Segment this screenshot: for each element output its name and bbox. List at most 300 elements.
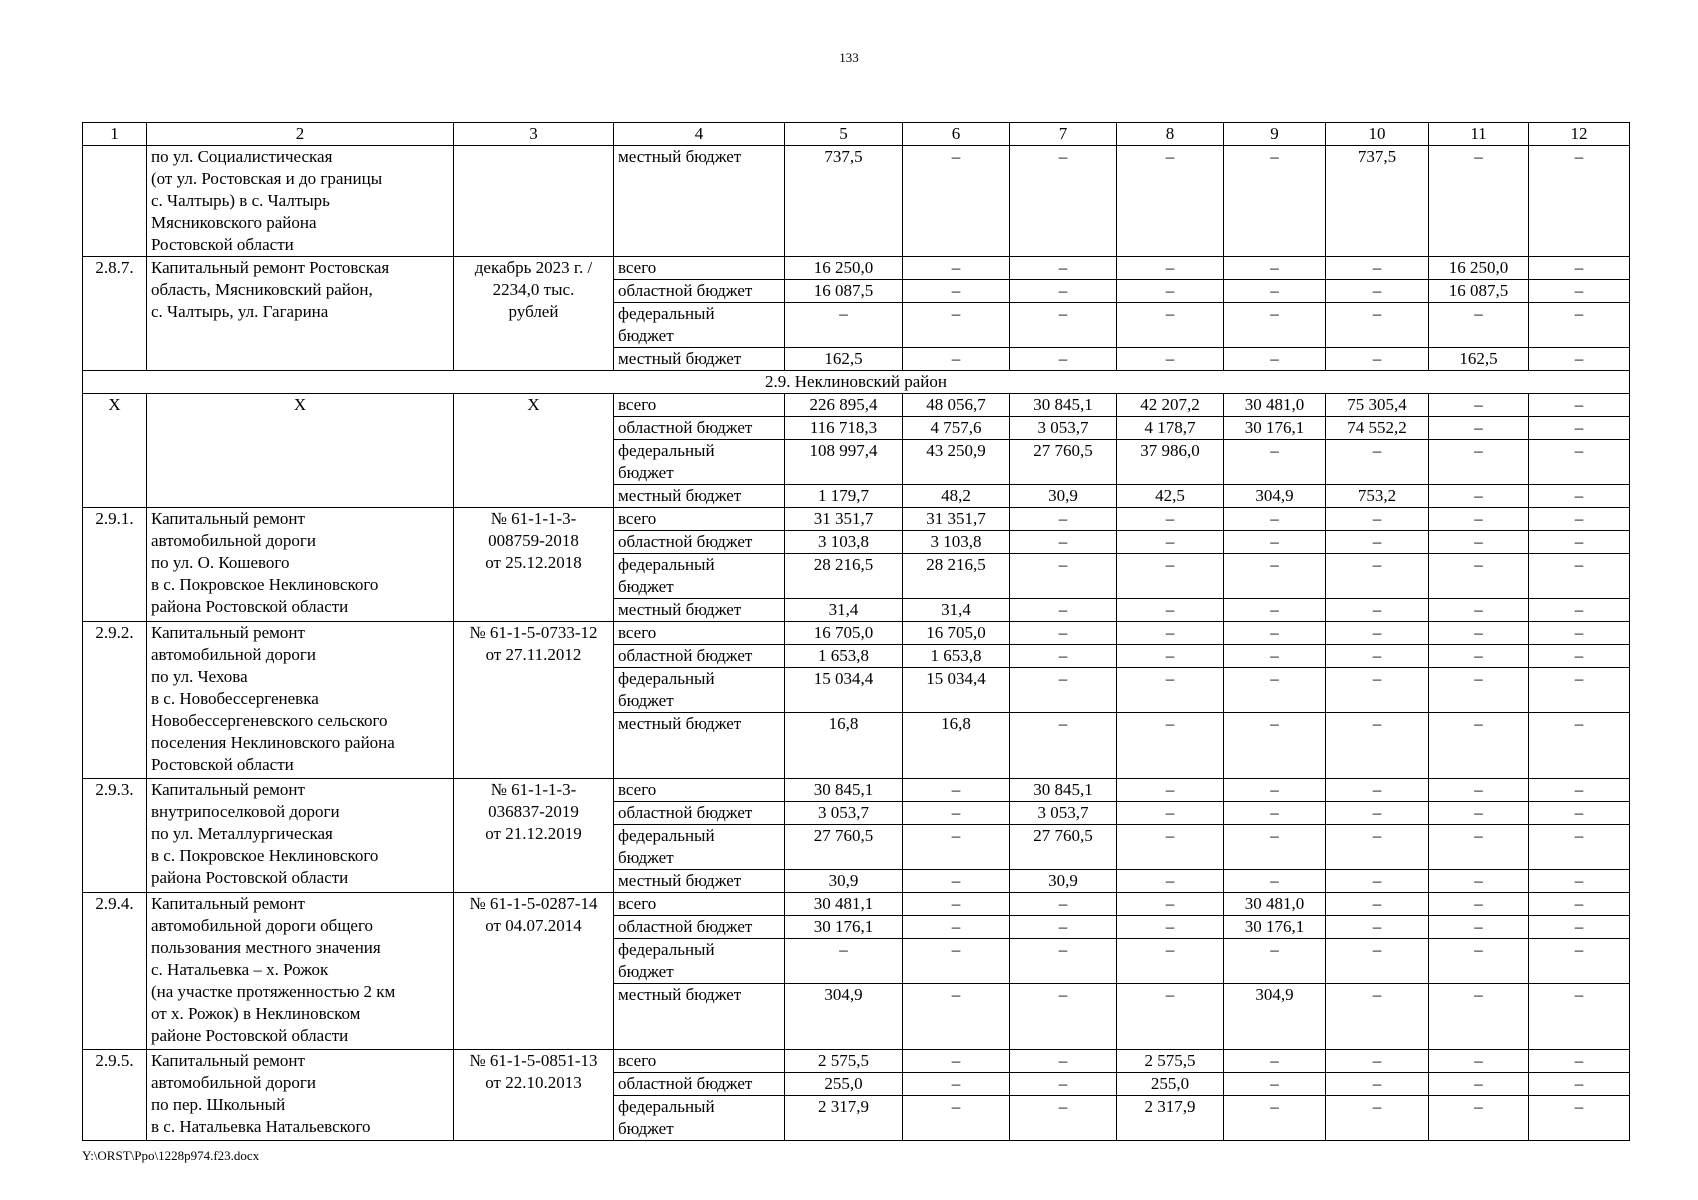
empty-dash: – — [1529, 440, 1630, 485]
empty-dash: – — [1429, 779, 1529, 802]
document-cell: № 61-1-5-0287-14 от 04.07.2014 — [454, 893, 614, 1050]
value-cell: 30,9 — [1010, 870, 1117, 893]
empty-dash: – — [1326, 1073, 1429, 1096]
empty-dash: – — [1429, 1050, 1529, 1073]
empty-dash: – — [1429, 146, 1529, 257]
funding-source: местный бюджет — [614, 713, 785, 779]
empty-dash: – — [1529, 1050, 1630, 1073]
empty-dash: – — [1529, 893, 1630, 916]
empty-dash: – — [1429, 1096, 1529, 1141]
empty-dash: – — [1429, 893, 1529, 916]
empty-dash: – — [1429, 554, 1529, 599]
empty-dash: – — [1117, 146, 1224, 257]
section-row — [83, 371, 1630, 394]
empty-dash: – — [1010, 1096, 1117, 1141]
empty-dash: – — [903, 870, 1010, 893]
value-cell: 74 552,2 — [1326, 417, 1429, 440]
funding-source: федеральный бюджет — [614, 303, 785, 348]
value-cell: 3 053,7 — [1010, 417, 1117, 440]
empty-dash: – — [1224, 668, 1326, 713]
empty-dash: – — [1429, 485, 1529, 508]
value-cell: 16,8 — [785, 713, 903, 779]
funding-source: областной бюджет — [614, 645, 785, 668]
empty-dash: – — [1117, 531, 1224, 554]
document-cell: Х — [454, 394, 614, 508]
column-header: 5 — [785, 123, 903, 146]
table-row — [83, 508, 1630, 531]
empty-dash: – — [1117, 622, 1224, 645]
empty-dash: – — [1010, 713, 1117, 779]
empty-dash: – — [1429, 440, 1529, 485]
value-cell: 30 176,1 — [1224, 417, 1326, 440]
object-title: Х — [147, 394, 454, 508]
empty-dash: – — [1529, 779, 1630, 802]
value-cell: 737,5 — [785, 146, 903, 257]
empty-dash: – — [1117, 554, 1224, 599]
empty-dash: – — [1224, 802, 1326, 825]
value-cell: 108 997,4 — [785, 440, 903, 485]
value-cell: 37 986,0 — [1117, 440, 1224, 485]
table-row — [83, 146, 1630, 257]
empty-dash: – — [1224, 348, 1326, 371]
empty-dash: – — [1117, 984, 1224, 1050]
empty-dash: – — [1224, 1073, 1326, 1096]
empty-dash: – — [1326, 668, 1429, 713]
empty-dash: – — [1529, 1073, 1630, 1096]
column-header: 11 — [1429, 123, 1529, 146]
empty-dash: – — [1224, 1050, 1326, 1073]
empty-dash: – — [1010, 146, 1117, 257]
empty-dash: – — [1326, 645, 1429, 668]
value-cell: 255,0 — [785, 1073, 903, 1096]
empty-dash: – — [1010, 645, 1117, 668]
value-cell: 1 653,8 — [785, 645, 903, 668]
page-number: 133 — [839, 50, 859, 65]
value-cell: 304,9 — [785, 984, 903, 1050]
empty-dash: – — [1117, 280, 1224, 303]
value-cell: 162,5 — [785, 348, 903, 371]
empty-dash: – — [1529, 394, 1630, 417]
value-cell: 1 653,8 — [903, 645, 1010, 668]
empty-dash: – — [1224, 645, 1326, 668]
empty-dash: – — [1326, 870, 1429, 893]
value-cell: 28 216,5 — [903, 554, 1010, 599]
funding-source: местный бюджет — [614, 870, 785, 893]
funding-source: федеральный бюджет — [614, 440, 785, 485]
empty-dash: – — [1529, 531, 1630, 554]
empty-dash: – — [1117, 508, 1224, 531]
empty-dash: – — [1224, 599, 1326, 622]
empty-dash: – — [1010, 554, 1117, 599]
empty-dash: – — [903, 916, 1010, 939]
empty-dash: – — [1117, 668, 1224, 713]
empty-dash: – — [1224, 825, 1326, 870]
value-cell: 30,9 — [785, 870, 903, 893]
funding-source: областной бюджет — [614, 802, 785, 825]
value-cell: 2 575,5 — [785, 1050, 903, 1073]
empty-dash: – — [1224, 280, 1326, 303]
empty-dash: – — [1529, 645, 1630, 668]
funding-source: всего — [614, 1050, 785, 1073]
value-cell: 30 845,1 — [1010, 779, 1117, 802]
funding-source: всего — [614, 622, 785, 645]
empty-dash: – — [1326, 622, 1429, 645]
column-header: 10 — [1326, 123, 1429, 146]
value-cell: 3 103,8 — [785, 531, 903, 554]
row-number: 2.9.3. — [83, 779, 147, 893]
object-title: Капитальный ремонт Ростовская область, Мясниковский район, с. Чалтырь, ул. Гагарина — [147, 257, 454, 371]
empty-dash: – — [1117, 802, 1224, 825]
empty-dash: – — [903, 779, 1010, 802]
value-cell: 27 760,5 — [1010, 825, 1117, 870]
value-cell: 16 705,0 — [785, 622, 903, 645]
empty-dash: – — [1326, 257, 1429, 280]
budget-table — [82, 122, 1630, 1141]
empty-dash: – — [785, 939, 903, 984]
value-cell: 30 481,0 — [1224, 394, 1326, 417]
table-row — [83, 1050, 1630, 1073]
document-cell — [454, 146, 614, 257]
object-title: Капитальный ремонт автомобильной дороги по ул. О. Кошевого в с. Покровское Неклиновского района Ростовской области — [147, 508, 454, 622]
column-header: 4 — [614, 123, 785, 146]
value-cell: 737,5 — [1326, 146, 1429, 257]
empty-dash: – — [1224, 622, 1326, 645]
empty-dash: – — [1117, 713, 1224, 779]
value-cell: 30 845,1 — [785, 779, 903, 802]
value-cell: 30 481,0 — [1224, 893, 1326, 916]
empty-dash: – — [1010, 984, 1117, 1050]
empty-dash: – — [903, 939, 1010, 984]
empty-dash: – — [1010, 622, 1117, 645]
empty-dash: – — [1429, 622, 1529, 645]
empty-dash: – — [1429, 668, 1529, 713]
value-cell: 16 250,0 — [1429, 257, 1529, 280]
empty-dash: – — [1224, 257, 1326, 280]
empty-dash: – — [903, 1096, 1010, 1141]
empty-dash: – — [1010, 257, 1117, 280]
empty-dash: – — [1529, 1096, 1630, 1141]
funding-source: областной бюджет — [614, 1073, 785, 1096]
funding-source: федеральный бюджет — [614, 668, 785, 713]
empty-dash: – — [1010, 280, 1117, 303]
empty-dash: – — [1429, 531, 1529, 554]
empty-dash: – — [1429, 939, 1529, 984]
empty-dash: – — [1326, 779, 1429, 802]
value-cell: 16 250,0 — [785, 257, 903, 280]
empty-dash: – — [1010, 1050, 1117, 1073]
empty-dash: – — [1326, 440, 1429, 485]
empty-dash: – — [1224, 870, 1326, 893]
value-cell: 27 760,5 — [785, 825, 903, 870]
empty-dash: – — [1326, 825, 1429, 870]
value-cell: 1 179,7 — [785, 485, 903, 508]
empty-dash: – — [1529, 870, 1630, 893]
empty-dash: – — [1429, 916, 1529, 939]
value-cell: 16 087,5 — [785, 280, 903, 303]
value-cell: 4 757,6 — [903, 417, 1010, 440]
document-cell: № 61-1-1-3- 036837-2019 от 21.12.2019 — [454, 779, 614, 893]
document-cell: декабрь 2023 г. / 2234,0 тыс. рублей — [454, 257, 614, 371]
row-number — [83, 146, 147, 257]
empty-dash: – — [1429, 713, 1529, 779]
column-header: 8 — [1117, 123, 1224, 146]
object-title: Капитальный ремонт автомобильной дороги по ул. Чехова в с. Новобессергеневка Новобессергеневского сельского поселения Неклиновского района Ростовской области — [147, 622, 454, 779]
empty-dash: – — [903, 984, 1010, 1050]
empty-dash: – — [1010, 1073, 1117, 1096]
funding-source: всего — [614, 394, 785, 417]
value-cell: 255,0 — [1117, 1073, 1224, 1096]
empty-dash: – — [903, 893, 1010, 916]
empty-dash: – — [1429, 825, 1529, 870]
empty-dash: – — [1117, 645, 1224, 668]
empty-dash: – — [903, 802, 1010, 825]
funding-source: местный бюджет — [614, 984, 785, 1050]
funding-source: местный бюджет — [614, 485, 785, 508]
empty-dash: – — [1429, 984, 1529, 1050]
column-header: 12 — [1529, 123, 1630, 146]
column-header: 3 — [454, 123, 614, 146]
table-row — [83, 779, 1630, 802]
empty-dash: – — [1529, 825, 1630, 870]
empty-dash: – — [1224, 508, 1326, 531]
value-cell: 162,5 — [1429, 348, 1529, 371]
empty-dash: – — [1429, 1073, 1529, 1096]
object-title: по ул. Социалистическая (от ул. Ростовская и до границы с. Чалтырь) в с. Чалтырь Мясниковского района Ростовской области — [147, 146, 454, 257]
value-cell: 31 351,7 — [785, 508, 903, 531]
empty-dash: – — [1529, 939, 1630, 984]
funding-source: всего — [614, 257, 785, 280]
value-cell: 3 103,8 — [903, 531, 1010, 554]
value-cell: 27 760,5 — [1010, 440, 1117, 485]
empty-dash: – — [1429, 645, 1529, 668]
value-cell: 43 250,9 — [903, 440, 1010, 485]
empty-dash: – — [903, 348, 1010, 371]
empty-dash: – — [1529, 508, 1630, 531]
empty-dash: – — [1224, 1096, 1326, 1141]
table-row — [83, 893, 1630, 916]
row-number: 2.9.5. — [83, 1050, 147, 1141]
column-header: 1 — [83, 123, 147, 146]
row-number: 2.9.1. — [83, 508, 147, 622]
column-header: 7 — [1010, 123, 1117, 146]
empty-dash: – — [1529, 984, 1630, 1050]
value-cell: 30 176,1 — [1224, 916, 1326, 939]
empty-dash: – — [1326, 713, 1429, 779]
empty-dash: – — [1010, 303, 1117, 348]
empty-dash: – — [1326, 1050, 1429, 1073]
empty-dash: – — [1224, 713, 1326, 779]
value-cell: 15 034,4 — [785, 668, 903, 713]
row-number: 2.8.7. — [83, 257, 147, 371]
row-number: Х — [83, 394, 147, 508]
empty-dash: – — [1224, 303, 1326, 348]
empty-dash: – — [1429, 802, 1529, 825]
table-row — [83, 394, 1630, 417]
row-number: 2.9.4. — [83, 893, 147, 1050]
empty-dash: – — [1010, 508, 1117, 531]
empty-dash: – — [1326, 1096, 1429, 1141]
empty-dash: – — [1529, 713, 1630, 779]
empty-dash: – — [1326, 893, 1429, 916]
empty-dash: – — [1529, 280, 1630, 303]
empty-dash: – — [1010, 348, 1117, 371]
empty-dash: – — [1429, 599, 1529, 622]
object-title: Капитальный ремонт автомобильной дороги по пер. Школьный в с. Натальевка Натальевского — [147, 1050, 454, 1141]
document-cell: № 61-1-5-0851-13 от 22.10.2013 — [454, 1050, 614, 1141]
table-row — [83, 622, 1630, 645]
empty-dash: – — [1010, 916, 1117, 939]
empty-dash: – — [1010, 893, 1117, 916]
value-cell: 30 481,1 — [785, 893, 903, 916]
empty-dash: – — [785, 303, 903, 348]
empty-dash: – — [1529, 916, 1630, 939]
empty-dash: – — [1529, 554, 1630, 599]
value-cell: 2 317,9 — [785, 1096, 903, 1141]
value-cell: 42,5 — [1117, 485, 1224, 508]
value-cell: 48 056,7 — [903, 394, 1010, 417]
empty-dash: – — [903, 303, 1010, 348]
empty-dash: – — [1529, 348, 1630, 371]
funding-source: местный бюджет — [614, 146, 785, 257]
empty-dash: – — [1429, 303, 1529, 348]
value-cell: 16,8 — [903, 713, 1010, 779]
empty-dash: – — [1529, 622, 1630, 645]
empty-dash: – — [1326, 348, 1429, 371]
value-cell: 226 895,4 — [785, 394, 903, 417]
empty-dash: – — [1010, 599, 1117, 622]
empty-dash: – — [1117, 893, 1224, 916]
empty-dash: – — [1117, 939, 1224, 984]
empty-dash: – — [1010, 531, 1117, 554]
value-cell: 753,2 — [1326, 485, 1429, 508]
value-cell: 75 305,4 — [1326, 394, 1429, 417]
value-cell: 30 845,1 — [1010, 394, 1117, 417]
empty-dash: – — [1326, 802, 1429, 825]
empty-dash: – — [1224, 554, 1326, 599]
empty-dash: – — [1117, 348, 1224, 371]
empty-dash: – — [1326, 599, 1429, 622]
value-cell: 3 053,7 — [1010, 802, 1117, 825]
empty-dash: – — [903, 1050, 1010, 1073]
value-cell: 304,9 — [1224, 984, 1326, 1050]
value-cell: 28 216,5 — [785, 554, 903, 599]
empty-dash: – — [1117, 599, 1224, 622]
object-title: Капитальный ремонт автомобильной дороги общего пользования местного значения с. Натальевка – х. Рожок (на участке протяженностью 2 км от х. Рожок) в Неклиновском районе Ростовской области — [147, 893, 454, 1050]
empty-dash: – — [1529, 485, 1630, 508]
empty-dash: – — [1117, 779, 1224, 802]
column-header-row — [83, 123, 1630, 146]
value-cell: 48,2 — [903, 485, 1010, 508]
empty-dash: – — [903, 257, 1010, 280]
value-cell: 30 176,1 — [785, 916, 903, 939]
value-cell: 31 351,7 — [903, 508, 1010, 531]
empty-dash: – — [1529, 303, 1630, 348]
empty-dash: – — [903, 825, 1010, 870]
empty-dash: – — [1326, 939, 1429, 984]
column-header: 9 — [1224, 123, 1326, 146]
value-cell: 31,4 — [903, 599, 1010, 622]
empty-dash: – — [1429, 394, 1529, 417]
empty-dash: – — [1529, 417, 1630, 440]
empty-dash: – — [1117, 825, 1224, 870]
table-row — [83, 257, 1630, 280]
funding-source: областной бюджет — [614, 280, 785, 303]
empty-dash: – — [1224, 939, 1326, 984]
empty-dash: – — [1224, 146, 1326, 257]
empty-dash: – — [1429, 508, 1529, 531]
empty-dash: – — [1224, 531, 1326, 554]
value-cell: 3 053,7 — [785, 802, 903, 825]
funding-source: областной бюджет — [614, 916, 785, 939]
document-cell: № 61-1-1-3- 008759-2018 от 25.12.2018 — [454, 508, 614, 622]
empty-dash: – — [1117, 870, 1224, 893]
empty-dash: – — [903, 280, 1010, 303]
column-header: 2 — [147, 123, 454, 146]
value-cell: 2 575,5 — [1117, 1050, 1224, 1073]
empty-dash: – — [1117, 916, 1224, 939]
empty-dash: – — [1529, 146, 1630, 257]
empty-dash: – — [1326, 531, 1429, 554]
empty-dash: – — [1224, 440, 1326, 485]
empty-dash: – — [1326, 303, 1429, 348]
value-cell: 31,4 — [785, 599, 903, 622]
value-cell: 15 034,4 — [903, 668, 1010, 713]
empty-dash: – — [1529, 599, 1630, 622]
empty-dash: – — [1326, 554, 1429, 599]
empty-dash: – — [903, 1073, 1010, 1096]
value-cell: 4 178,7 — [1117, 417, 1224, 440]
empty-dash: – — [1529, 802, 1630, 825]
empty-dash: – — [1010, 939, 1117, 984]
value-cell: 2 317,9 — [1117, 1096, 1224, 1141]
funding-source: федеральный бюджет — [614, 939, 785, 984]
funding-source: федеральный бюджет — [614, 825, 785, 870]
value-cell: 116 718,3 — [785, 417, 903, 440]
column-header: 6 — [903, 123, 1010, 146]
funding-source: местный бюджет — [614, 599, 785, 622]
empty-dash: – — [1429, 417, 1529, 440]
funding-source: местный бюджет — [614, 348, 785, 371]
funding-source: областной бюджет — [614, 531, 785, 554]
row-number: 2.9.2. — [83, 622, 147, 779]
empty-dash: – — [1010, 668, 1117, 713]
footer-file-path: Y:\ORST\Ppo\1228p974.f23.docx — [82, 1148, 260, 1163]
funding-source: всего — [614, 779, 785, 802]
empty-dash: – — [1224, 779, 1326, 802]
funding-source: областной бюджет — [614, 417, 785, 440]
empty-dash: – — [1529, 257, 1630, 280]
funding-source: федеральный бюджет — [614, 554, 785, 599]
empty-dash: – — [1117, 257, 1224, 280]
value-cell: 304,9 — [1224, 485, 1326, 508]
empty-dash: – — [1529, 668, 1630, 713]
empty-dash: – — [1326, 280, 1429, 303]
empty-dash: – — [1117, 303, 1224, 348]
empty-dash: – — [1326, 508, 1429, 531]
section-title: 2.9. Неклиновский район — [83, 371, 1630, 394]
funding-source: федеральный бюджет — [614, 1096, 785, 1141]
empty-dash: – — [903, 146, 1010, 257]
empty-dash: – — [1429, 870, 1529, 893]
value-cell: 42 207,2 — [1117, 394, 1224, 417]
empty-dash: – — [1326, 984, 1429, 1050]
value-cell: 16 705,0 — [903, 622, 1010, 645]
object-title: Капитальный ремонт внутрипоселковой дороги по ул. Металлургическая в с. Покровское Неклиновского района Ростовской области — [147, 779, 454, 893]
funding-source: всего — [614, 893, 785, 916]
value-cell: 30,9 — [1010, 485, 1117, 508]
funding-source: всего — [614, 508, 785, 531]
empty-dash: – — [1326, 916, 1429, 939]
